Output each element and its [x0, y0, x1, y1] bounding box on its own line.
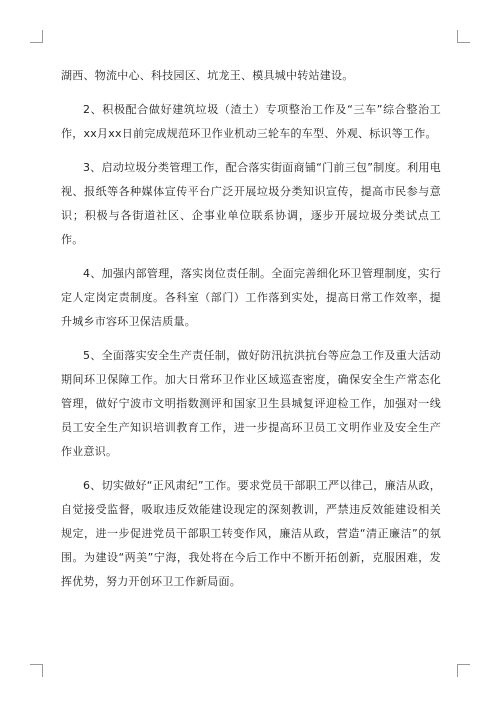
paragraph-item-5: 5、全面落实安全生产责任制，做好防汛抗洪抗台等应急工作及重大活动期间环卫保障工作。加大日常环卫作业区域巡查密度，确保安全生产常态化管理，做好宁波市文明指数测评和国家卫生县城复评迎检工作，加强对一线员工安全生产知识培训教育工作，进一步提高环卫员工文明作业及安全生产作业意识。 — [61, 349, 441, 458]
document-body — [61, 64, 441, 604]
paragraph-continuation: 湖西、物流中心、科技园区、坑龙王、模具城中转站建设。 — [61, 69, 354, 82]
crop-mark-bottom-right — [457, 664, 470, 677]
paragraph-item-6: 6、切实做好“正风肃纪”工作。要求党员干部职工严以律己，廉洁从政，自觉接受监督，吸取违反效能建设现定的深刻教训，严禁违反效能建设相关规定，进一步促进党员干部职工转变作风，廉洁从政，营造“清正廉洁”的氛围。为建设“两美”宁海，我处将在今后工作中不断开拓创新，克服困难，发挥优势，努力开创环卫工作新局面。 — [61, 479, 441, 588]
crop-mark-top-right — [457, 30, 470, 43]
paragraph-item-2: 2、积极配合做好建筑垃圾（渣土）专项整治工作及“三车”综合整治工作，xx月xx日前完成规范环卫作业机动三轮车的车型、外观、标识等工作。 — [61, 103, 441, 140]
crop-mark-top-left — [30, 30, 43, 43]
crop-mark-bottom-left — [30, 664, 43, 677]
paragraph-item-4: 4、加强内部管理，落实岗位责任制。全面完善细化环卫管理制度，实行定人定岗定责制度。各科室（部门）工作落到实处，提高日常工作效率，提升城乡市容环卫保洁质量。 — [61, 267, 441, 328]
paragraph-item-3: 3、启动垃圾分类管理工作，配合落实街面商铺“门前三包”制度。利用电视、报纸等各种媒体宣传平台广泛开展垃圾分类知识宣传，提高市民参与意识；积极与各街道社区、企事业单位联系协调，逐步开展垃圾分类试点工作。 — [61, 161, 441, 246]
